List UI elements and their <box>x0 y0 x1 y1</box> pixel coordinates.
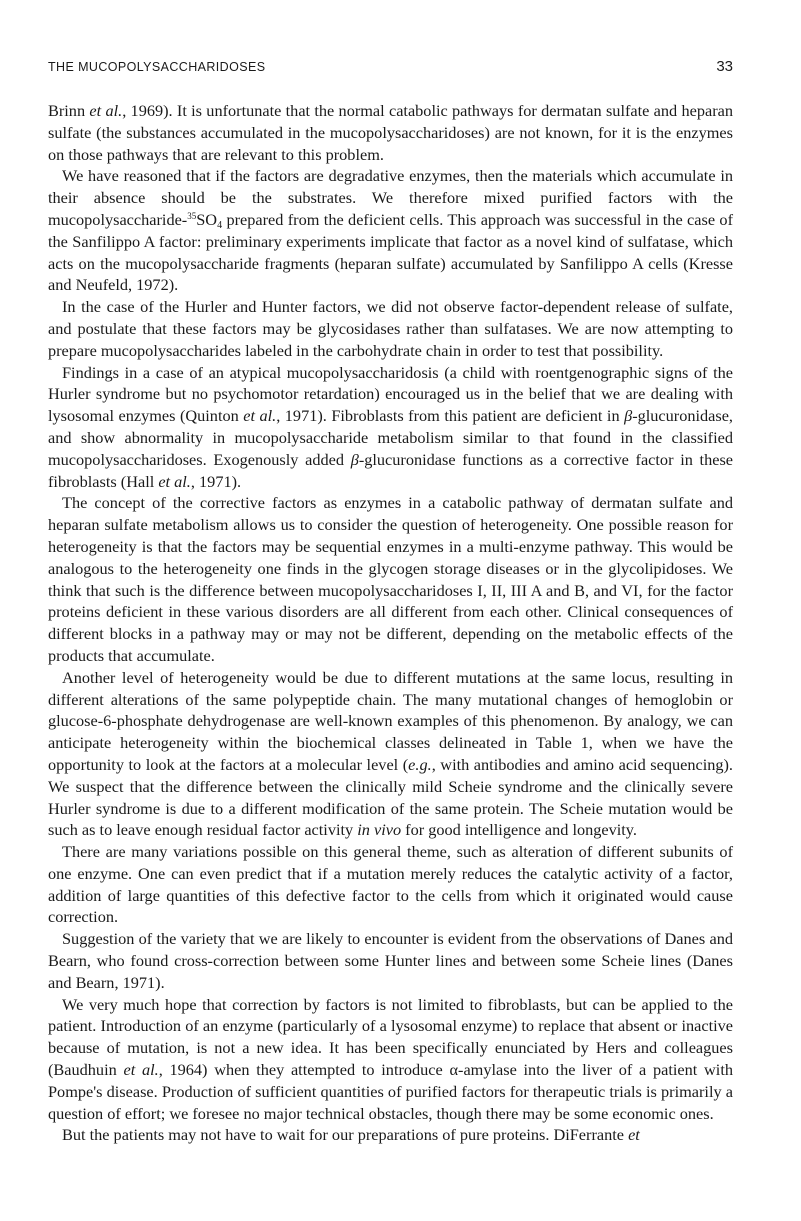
text-run: Brinn <box>48 101 90 120</box>
formula-subscript: 4 <box>217 219 223 231</box>
text-run: There are many variations possible on this general theme, such as alteration of different subunits of one enzyme. One can even predict that if a mutation merely reduces the catalytic activity of a factor, addition of large quantities of this defective factor to the cells from which it originated would cause correction. <box>48 842 733 927</box>
citation-italic: et <box>628 1125 640 1145</box>
text-run: Suggestion of the variety that we are likely to encounter is evident from the observations of Danes and Bearn, who found cross-correction between some Hunter lines and between some Scheie lines (Danes and Bearn, 1971). <box>48 929 733 992</box>
text-run: Another level of heterogeneity would be due to different mutations at the same locus, resulting in different alterations of the same polypeptide chain. The many mutational changes of hemoglobin or glucose-6-phosphate dehydrogenase are well-known examples of this phenomenon. By analogy, we can anticipate heterogeneity within the biochemical classes delineated in Table 1, when we have the opportunity to look at the factors at a molecular level ( <box>48 667 733 774</box>
text-run: -glucuronidase functions as a corrective factor in these fibroblasts (Hall <box>48 449 734 491</box>
abbreviation-italic: e.g. <box>408 754 432 774</box>
paragraph-2 <box>48 165 733 296</box>
text-run: We have reasoned that if the factors are degradative enzymes, then the materials which accumulate in their absence should be the substrates. We therefore mixed purified factors with the mucopolysaccharide- <box>48 166 733 229</box>
paragraph-3 <box>48 296 733 361</box>
text-run: , 1971). Fibroblasts from this patient are deficient in <box>276 406 625 426</box>
running-header <box>48 60 733 80</box>
paragraph-9 <box>48 994 733 1125</box>
isotope-superscript: 35 <box>187 210 197 221</box>
paragraph-5 <box>48 492 733 666</box>
citation-italic: et al. <box>158 471 191 491</box>
page-number: 33 <box>716 58 733 75</box>
greek-symbol: β <box>624 406 633 426</box>
paragraph-10 <box>48 1124 733 1146</box>
text-run: , 1971). <box>190 471 242 491</box>
running-title: THE MUCOPOLYSACCHARIDOSES <box>48 60 266 74</box>
paragraph-4 <box>48 362 733 493</box>
text-run: , 1964) when they attempted to introduce <box>158 1060 450 1080</box>
text-run: Findings in a case of an atypical mucopolysaccharidosis (a child with roentgenographic signs of the Hurler syndrome but no psychomotor retardation) encouraged us in the belief that we are dealing with lysosomal enzymes (Quinton <box>48 362 733 426</box>
citation-italic: et al. <box>89 101 123 120</box>
text-run: We very much hope that correction by factors is not limited to fibroblasts, but can be applied to the patient. Introduction of an enzyme (particularly of a lysosomal enzyme) to replace that absent or inactive because of mutation, is not a new idea. It has been specifically enunciated by Hers and colleagues (Baudhuin <box>48 994 733 1080</box>
text-run: , with antibodies and amino acid sequencing). We suspect that the difference between the clinically mild Scheie syndrome and the clinically severe Hurler syndrome is due to a different modification of the same protein. The Scheie mutation would be such as to leave enough residual factor activity <box>48 754 733 840</box>
text-run: -glucuronidase, and show abnormality in mucopolysaccharide metabolism similar to that found in the classified mucopolysaccharidoses. Exogenously added <box>48 406 734 469</box>
citation-italic: et al. <box>123 1060 159 1080</box>
paragraph-6 <box>48 667 733 841</box>
text-run: -amylase into the liver of a patient with Pompe's disease. Production of sufficient quantities of purified factors for therapeutic trials is primarily a question of effort; we foresee no major technical obstacles, though there may be some economic ones. <box>48 1060 733 1123</box>
text-run: , 1969). It is unfortunate that the normal catabolic pathways for dermatan sulfate and heparan sulfate (the substances accumulated in the mucopolysaccharidoses) are not known, for it is the enzymes on those pathways that are relevant to this problem. <box>48 101 733 164</box>
latin-phrase-italic: in vivo <box>357 820 402 840</box>
body-text <box>48 100 733 1146</box>
text-run: SO <box>196 209 218 229</box>
citation-italic: et al. <box>243 406 277 426</box>
paragraph-8 <box>48 928 733 993</box>
text-run: prepared from the deficient cells. This approach was successful in the case of the Sanfilippo A factor: preliminary experiments implicate that factor as a novel kind of sulfatase, which acts on the mucopolysaccharide fragments (heparan sulfate) accumulated by Sanfilippo A cells (Kresse and Neufeld, 1972). <box>48 209 733 295</box>
paragraph-7 <box>48 841 733 928</box>
paragraph-1 <box>48 100 733 165</box>
greek-symbol: α <box>449 1060 459 1080</box>
text-run: for good intelligence and longevity. <box>401 820 637 840</box>
document-page <box>48 0 733 1221</box>
text-run: In the case of the Hurler and Hunter factors, we did not observe factor-dependent release of sulfate, and postulate that these factors may be glycosidases rather than sulfatases. We are now attempting to prepare mucopolysaccharides labeled in the carbohydrate chain in order to test that possibility. <box>48 297 733 360</box>
text-run: But the patients may not have to wait for our preparations of pure proteins. DiFerrante <box>62 1125 629 1145</box>
text-run: The concept of the corrective factors as enzymes in a catabolic pathway of dermatan sulfate and heparan sulfate metabolism allows us to consider the question of heterogeneity. One possible reason for heterogeneity is that the factors may be sequential enzymes in a multi-enzyme pathway. This would be analogous to the heterogeneity one finds in the glycogen storage diseases or in the glycolipidoses. We think that such is the difference between mucopolysaccharidoses I, II, III A and B, and VI, for the factor proteins deficient in these various disorders are all different from each other. Clinical consequences of different blocks in a pathway may or may not be different, depending on the metabolic effects of the products that accumulate. <box>48 493 733 665</box>
greek-symbol: β <box>350 449 359 469</box>
